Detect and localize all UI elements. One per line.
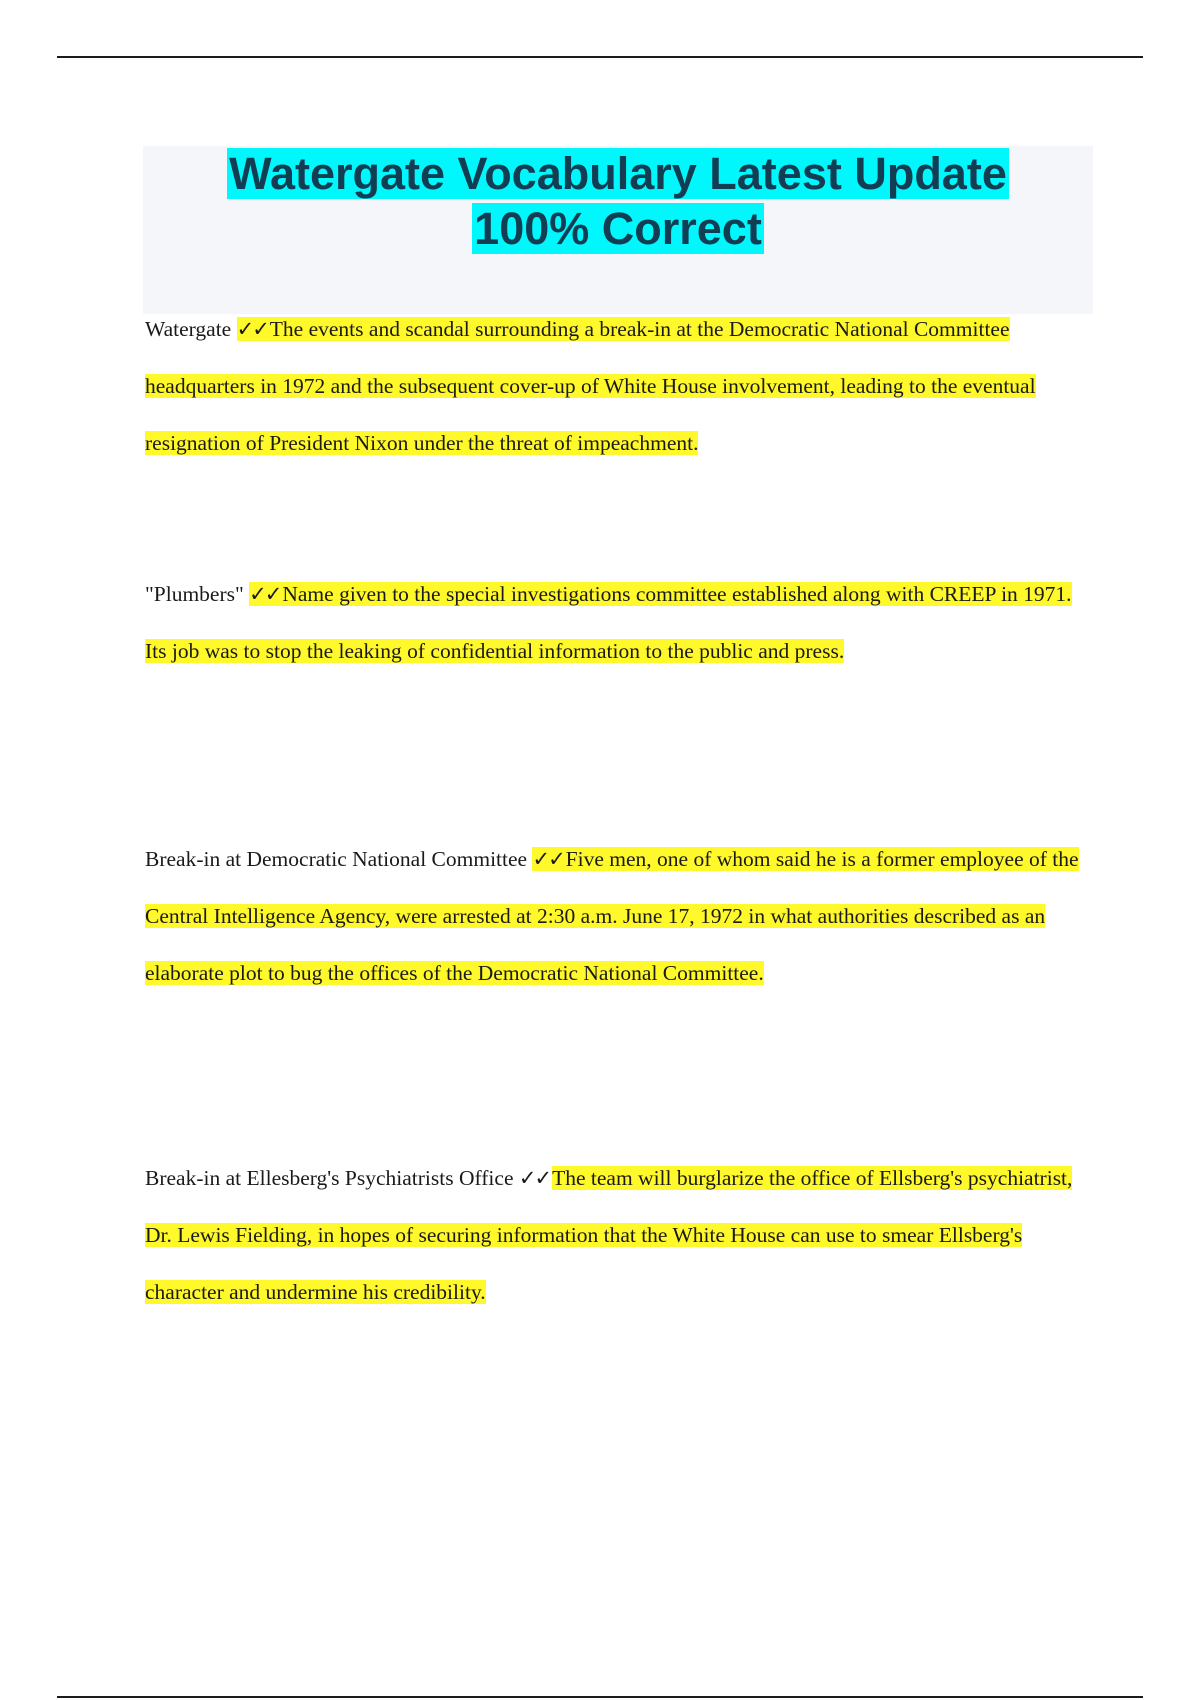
vocab-term: Watergate (145, 317, 232, 341)
vocab-definition-text: Name given to the special investigations committee established along with CREEP in 1971. Its job was to stop the leaking of confidential information to the public and press. (145, 582, 1072, 663)
double-check-icon: ✓✓ (236, 317, 268, 341)
vocab-definition (145, 582, 1072, 663)
vocab-term: "Plumbers" (145, 582, 244, 606)
bottom-rule (57, 1696, 1143, 1698)
vocab-definition-text: Five men, one of whom said he is a former employee of the Central Intelligence Agency, were arrested at 2:30 a.m. June 17, 1972 in what authorities described as an elaborate plot to bug the offices of the Democratic National Committee. (145, 847, 1079, 985)
vocab-entry-dnc-break-in (145, 831, 1080, 1002)
vocab-definition-text: The team will burglarize the office of Ellsberg's psychiatrist, Dr. Lewis Fielding, in hopes of securing information that the White House can use to smear Ellsberg's character and undermine his credibility. (145, 1166, 1073, 1304)
vocab-definition (145, 317, 1036, 455)
page-title (143, 146, 1093, 256)
double-check-icon: ✓✓ (518, 1166, 551, 1190)
top-rule (57, 56, 1143, 58)
vocab-entry-plumbers (145, 566, 1080, 680)
vocab-definition-text: The events and scandal surrounding a break-in at the Democratic National Committee headquarters in 1972 and the subsequent cover-up of White House involvement, leading to the eventual resignation of President Nixon under the threat of impeachment. (145, 317, 1036, 455)
vocab-entry-ellsberg-break-in (145, 1150, 1085, 1321)
page-title-line-1: Watergate Vocabulary Latest Update (229, 148, 1007, 199)
double-check-icon: ✓✓ (249, 582, 281, 606)
vocab-entry-watergate (145, 301, 1080, 472)
vocab-term: Break-in at Democratic National Committee (145, 847, 528, 871)
page-title-line-2: 100% Correct (474, 203, 762, 254)
double-check-icon: ✓✓ (532, 847, 564, 871)
vocab-term: Break-in at Ellesberg's Psychiatrists Office (145, 1166, 514, 1190)
